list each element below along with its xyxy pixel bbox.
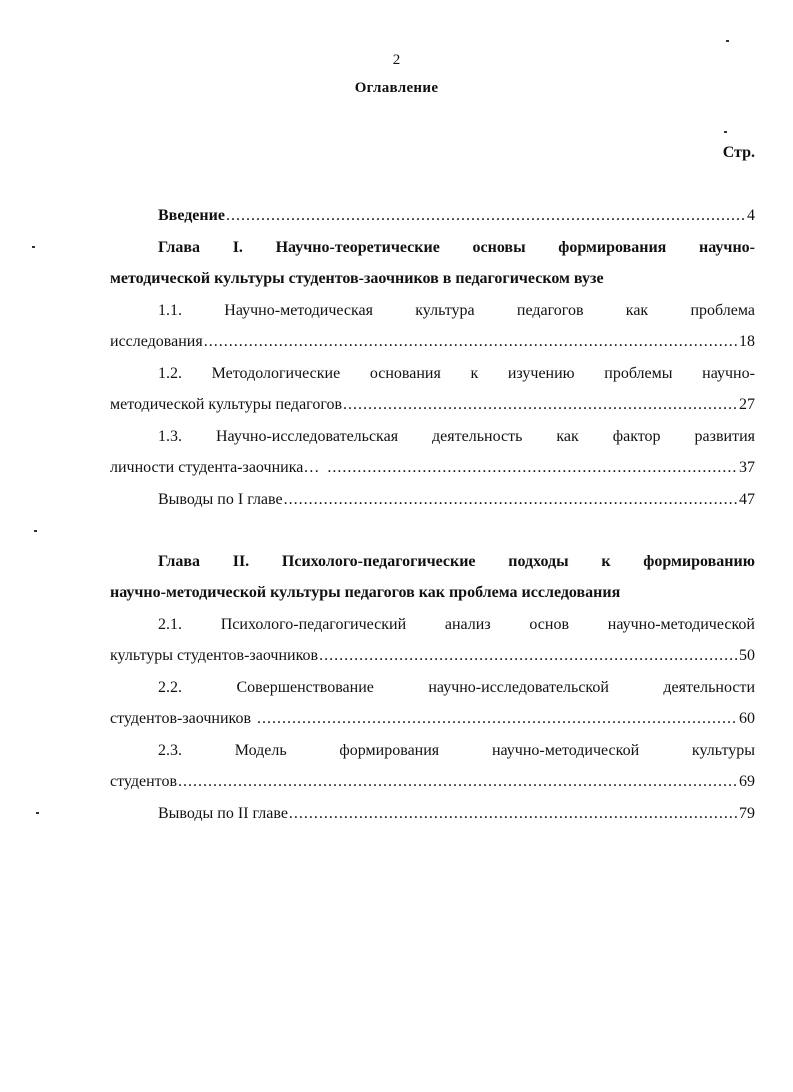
scan-speck — [726, 40, 729, 42]
toc-entry-1-1[interactable] — [158, 297, 755, 325]
toc-entry-2-1-cont[interactable] — [110, 642, 755, 670]
entry-word: научно-методической — [491, 742, 640, 759]
entry-word: основ — [529, 616, 570, 633]
entry-word: Научно-исследовательская — [215, 428, 399, 445]
entry-word: 1.2. — [158, 365, 182, 382]
entry-word: 2.1. — [158, 616, 182, 633]
heading-word: Психолого-педагогические — [281, 553, 476, 570]
dot-leader — [327, 454, 738, 482]
toc-entry-label: студентов — [110, 773, 178, 790]
heading-word: Глава — [158, 239, 200, 256]
chapter-1-heading[interactable] — [158, 234, 755, 262]
entry-word: основания — [369, 365, 441, 382]
toc-entry-2-2-cont[interactable] — [110, 705, 755, 733]
toc-entry-label: исследования — [110, 333, 203, 350]
toc-entry-summary-2[interactable] — [158, 800, 755, 828]
toc-entry-1-3[interactable] — [158, 423, 755, 451]
page-title: Оглавление — [354, 80, 439, 96]
toc-entry-2-3-cont[interactable] — [110, 768, 755, 796]
entry-word: 1.3. — [158, 428, 182, 445]
heading-word: формирования — [558, 239, 667, 256]
toc-entry-label: личности студента-заочника… — [110, 459, 320, 476]
heading-word: формированию — [643, 553, 755, 570]
entry-word: Методологические — [211, 365, 341, 382]
heading-word: основы — [472, 239, 526, 256]
dot-leader — [319, 642, 738, 670]
toc-page-number: 47 — [739, 491, 755, 508]
dot-leader — [289, 800, 738, 828]
entry-word: Совершенствование — [236, 679, 374, 696]
entry-word: научно- — [702, 365, 755, 382]
scan-speck — [724, 131, 727, 133]
entry-word: культура — [415, 302, 475, 319]
heading-word: II. — [232, 553, 250, 570]
toc-entry-label: Выводы по I главе — [158, 491, 283, 508]
toc-entry-2-2[interactable] — [158, 674, 755, 702]
dot-leader — [204, 328, 738, 356]
heading-word: научно- — [699, 239, 755, 256]
entry-word: развития — [694, 428, 755, 445]
entry-word: Психолого-педагогический — [220, 616, 407, 633]
toc-entry-1-2[interactable] — [158, 360, 755, 388]
entry-word: научно-исследовательской — [428, 679, 609, 696]
dot-leader — [257, 705, 738, 733]
scan-speck — [34, 530, 37, 532]
entry-word: к — [470, 365, 479, 382]
toc-entry-1-2-cont[interactable] — [110, 391, 755, 419]
heading-word: Глава — [158, 553, 200, 570]
chapter-2-heading-cont[interactable]: научно-методической культуры педагогов как проблема исследования — [110, 584, 621, 601]
dot-leader — [226, 202, 746, 230]
toc-entry-2-3[interactable] — [158, 737, 755, 765]
entry-word: изучению — [507, 365, 575, 382]
toc-entry-label: культуры студентов-заочников — [110, 647, 319, 664]
entry-word: культуры — [691, 742, 755, 759]
toc-page-number: 27 — [739, 396, 755, 413]
chapter-1-heading-cont[interactable]: методической культуры студентов-заочников в педагогическом вузе — [110, 270, 604, 287]
entry-word: как — [625, 302, 649, 319]
heading-word: подходы — [508, 553, 569, 570]
toc-page-number: 60 — [739, 710, 755, 727]
entry-word: 2.2. — [158, 679, 182, 696]
toc-page-number: 69 — [739, 773, 755, 790]
entry-word: проблемы — [604, 365, 673, 382]
dot-leader — [284, 486, 738, 514]
entry-word: проблема — [690, 302, 755, 319]
entry-word: деятельность — [432, 428, 523, 445]
heading-word: I. — [232, 239, 243, 256]
entry-word: педагогов — [516, 302, 584, 319]
entry-word: деятельности — [663, 679, 755, 696]
toc-page-number: 50 — [739, 647, 755, 664]
toc-page-number: 18 — [739, 333, 755, 350]
toc-entry-summary-1[interactable] — [158, 486, 755, 514]
entry-word: как — [556, 428, 579, 445]
entry-word: Научно-методическая — [224, 302, 373, 319]
entry-word: 1.1. — [158, 302, 182, 319]
entry-word: анализ — [444, 616, 491, 633]
scan-speck — [36, 812, 39, 814]
toc-entry-2-1[interactable] — [158, 611, 755, 639]
toc-entry-1-3-cont[interactable] — [110, 454, 755, 482]
dot-leader — [343, 391, 738, 419]
chapter-2-heading[interactable] — [158, 548, 755, 576]
toc-page-number: 4 — [747, 207, 755, 224]
entry-word: формирования — [339, 742, 440, 759]
toc-page-number: 79 — [739, 805, 755, 822]
toc-entry-label: Выводы по II главе — [158, 805, 288, 822]
toc-entry-label: студентов-заочников — [110, 710, 252, 727]
scan-speck — [32, 246, 35, 248]
heading-word: Научно-теоретические — [275, 239, 440, 256]
page-number: 2 — [392, 52, 401, 68]
heading-word: к — [601, 553, 611, 570]
toc-entry-label: методической культуры педагогов — [110, 396, 343, 413]
entry-word: 2.3. — [158, 742, 182, 759]
entry-word: Модель — [234, 742, 287, 759]
toc-entry-1-1-cont[interactable] — [110, 328, 755, 356]
entry-word: фактор — [612, 428, 661, 445]
toc-page-number: 37 — [739, 459, 755, 476]
toc-entry-intro[interactable] — [158, 202, 755, 230]
toc-entry-label: Введение — [158, 207, 225, 224]
entry-word: научно-методической — [607, 616, 755, 633]
dot-leader — [178, 768, 738, 796]
page-column-header: Стр. — [722, 144, 755, 161]
